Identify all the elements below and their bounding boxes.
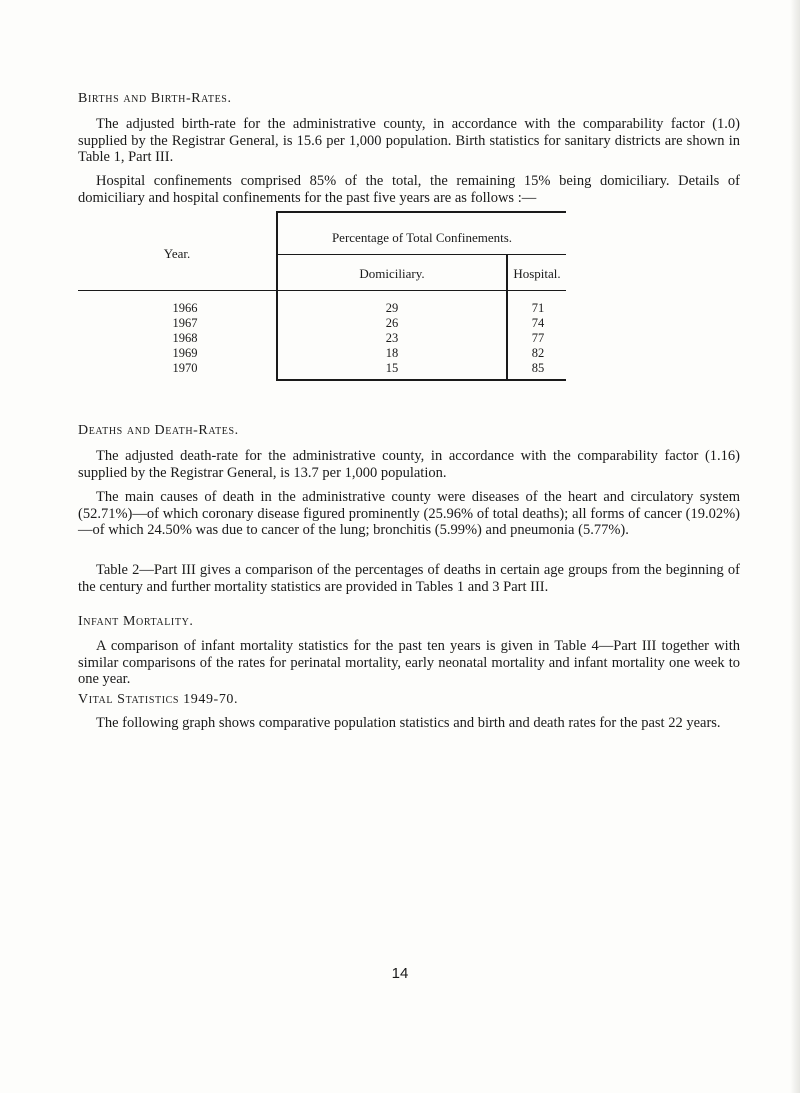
table-cell-hospital: 71 [531,301,545,315]
births-paragraph-1: The adjusted birth-rate for the administrative county, in accordance with the comparability factor (1.0) supplied by the Registrar General, is 15.6 per 1,000 population. Birth statistics for sanitary districts are shown in Table 1, Part III. [78,116,740,165]
deaths-paragraph-2: The main causes of death in the administrative county were diseases of the heart and circulatory system (52.71%)—of which coronary disease figured prominently (25.96% of total deaths); all forms of cancer (19.02%)—of which 24.50% was due to cancer of the lung; bronchitis (5.99%) and pneumonia (5.77%). [78,489,740,538]
table-cell-domiciliary: 23 [385,331,399,345]
table-header-hospital: Hospital. [513,266,561,281]
deaths-heading: Deaths and Death-Rates. [78,423,239,438]
table-cell-domiciliary: 29 [385,301,399,315]
table-cell-hospital: 82 [531,346,545,360]
table-cell-year: 1969 [172,346,198,360]
deaths-paragraph-1: The adjusted death-rate for the administrative county, in accordance with the comparability factor (1.16) supplied by the Registrar General, is 13.7 per 1,000 population. [78,448,740,481]
table-header-year: Year. [163,246,191,261]
table-header-domiciliary: Domiciliary. [359,266,425,281]
deaths-paragraph-3: Table 2—Part III gives a comparison of the percentages of deaths in certain age groups from the beginning of the century and further mortality statistics are provided in Tables 1 and 3 Part III. [78,562,740,595]
vital-statistics-heading: Vital Statistics 1949-70. [78,692,239,707]
table-cell-hospital: 77 [531,331,545,345]
table-cell-hospital: 85 [531,361,545,375]
table-cell-year: 1970 [172,361,198,375]
births-heading: Births and Birth-Rates. [78,91,232,106]
page-number: 14 [391,965,409,982]
vital-statistics-paragraph: The following graph shows comparative population statistics and birth and death rates for the past 22 years. [96,715,721,731]
table-cell-year: 1968 [172,331,198,345]
table-cell-domiciliary: 18 [385,346,399,360]
table-cell-domiciliary: 15 [385,361,399,375]
table-cell-domiciliary: 26 [385,316,399,330]
infant-mortality-heading: Infant Mortality. [78,614,194,629]
births-paragraph-2: Hospital confinements comprised 85% of the total, the remaining 15% being domiciliary. Details of domiciliary and hospital confinements for the past five years are as follows :— [78,173,740,206]
table-header-group: Percentage of Total Confinements. [331,230,513,245]
table-cell-hospital: 74 [531,316,545,330]
page-edge-shadow [790,0,800,1093]
infant-mortality-paragraph: A comparison of infant mortality statistics for the past ten years is given in Table 4—Part III together with similar comparisons of the rates for perinatal mortality, early neonatal mortality and infant mortality one week to one year. [78,638,740,687]
table-cell-year: 1967 [172,316,198,330]
table-cell-year: 1966 [172,301,198,315]
